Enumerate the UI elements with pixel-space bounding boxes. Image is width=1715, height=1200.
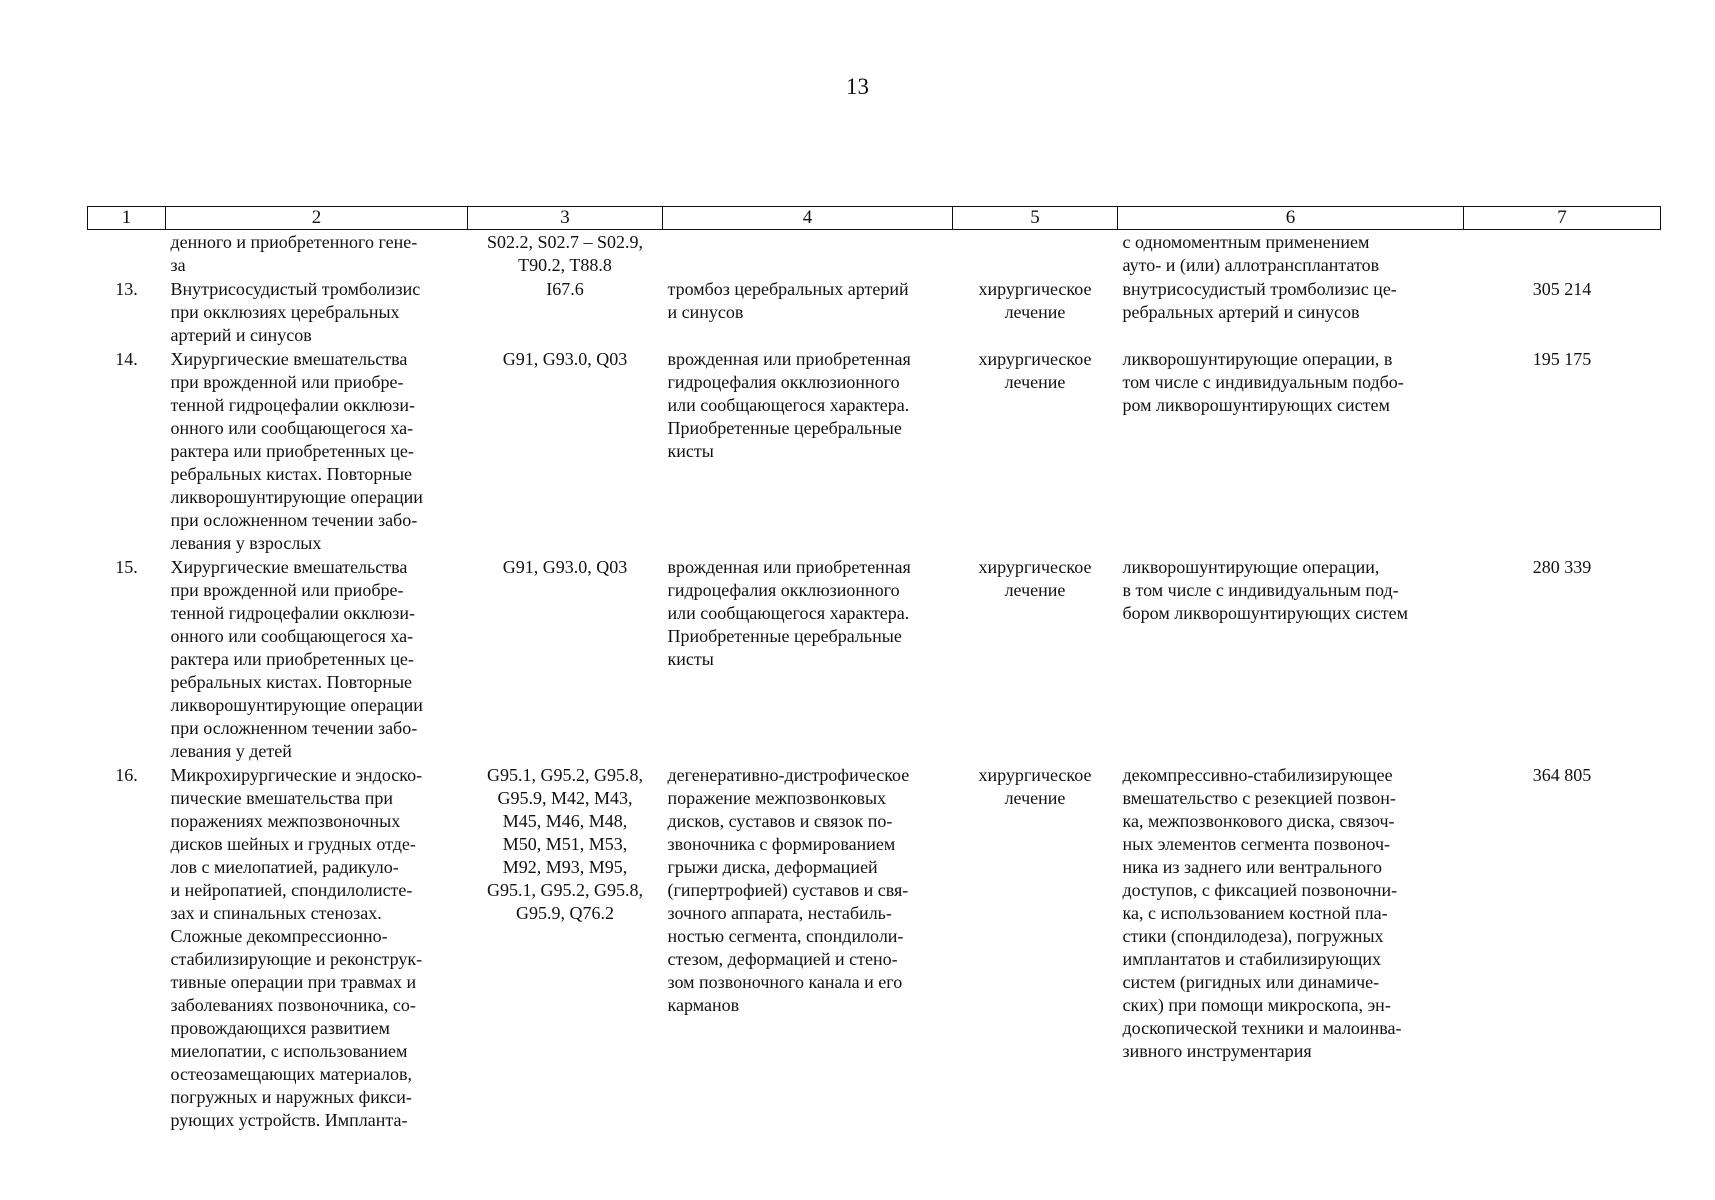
icd-codes-cell [468,347,663,555]
cost-value-cell [1464,763,1661,1132]
column-header-6: 6 [1118,207,1464,230]
row-number-cell [88,347,166,555]
diagnosis-cell [663,555,953,763]
cost-value: 305 214 [1532,279,1592,299]
diagnosis: тромбоз церебральных артерий и синусов [667,279,909,322]
treatment-method: ликворошунтирующие операции, в том числе с индивидуальным подбо- ром ликворошунтирующих систем [1122,349,1404,415]
cost-value: 280 339 [1532,557,1592,577]
service-name: Микрохирургические и эндоско- пические вмешательства при поражениях межпозвоночных дисков шейных и грудных отде- лов с миелопатией, радикуло- и нейропатией, спондилолисте- зах и спинальных стенозах. Сложные декомпрессионно- стабилизирующие и реконструк- тивные операции при травмах и заболеваниях позвоночника, со- провождающихся развитием миелопатии, с использованием остеозамещающих материалов, погружных и наружных фикси- рующих устройств. Импланта- [170,765,423,1130]
row-number-cell [88,230,166,278]
page-number: 13 [846,74,869,99]
icd-codes: G91, G93.0, Q03 [502,557,628,577]
cost-value: 364 805 [1532,765,1592,785]
treatment-method-cell [1118,347,1464,555]
icd-codes: S02.2, S02.7 – S02.9, T90.2, T88.8 [486,232,644,275]
diagnosis: врожденная или приобретенная гидроцефалия окклюзионного или сообщающегося характера. Приобретенные церебральные кисты [667,349,911,461]
service-name: Хирургические вмешательства при врожденной или приобре- тенной гидроцефалии окклюзи- онного или сообщающегося ха- рактера или приобретенных це- ребральных кистах. Повторные ликворошунтирующие операции при осложненном течении забо- левания у взрослых [170,349,423,553]
row-number: 15. [115,557,138,577]
row-number: 13. [115,279,138,299]
icd-codes-cell [468,763,663,1132]
column-header-5: 5 [953,207,1118,230]
treatment-method-cell [1118,230,1464,278]
treatment-type: хирургическое лечение [978,349,1092,392]
service-name-cell [166,763,468,1132]
service-name: денного и приобретенного гене- за [170,232,418,275]
treatment-type: хирургическое лечение [978,765,1092,808]
icd-codes: G91, G93.0, Q03 [502,349,628,369]
cost-value: 195 175 [1532,349,1592,369]
treatment-type-cell [953,763,1118,1132]
treatment-method: с одномоментным применением ауто- и (или) аллотрансплантатов [1122,232,1380,275]
diagnosis: дегенеративно-дистрофическое поражение межпозвонковых дисков, суставов и связок по- звоночника с формированием грыжи диска, деформацией (гипертрофией) суставов и свя- зочного аппарата, нестабиль- ностью сегмента, спондилоли- стезом, деформацией и стено- зом позвоночного канала и его карманов [667,765,910,1015]
treatment-type-cell [953,347,1118,555]
service-name-cell [166,230,468,278]
treatment-type-cell [953,230,1118,278]
treatment-type-cell [953,277,1118,347]
cost-value-cell [1464,230,1661,278]
table-row [88,277,1661,347]
row-number-cell [88,277,166,347]
diagnosis-cell [663,347,953,555]
column-header-4: 4 [663,207,953,230]
icd-codes: G95.1, G95.2, G95.8, G95.9, M42, M43, M45, M46, M48, M50, M51, M53, M92, M93, M95, G95.1, G95.2, G95.8, G95.9, Q76.2 [487,765,643,923]
table-row [88,555,1661,763]
service-name: Внутрисосудистый тромболизис при окклюзиях церебральных артерий и синусов [170,279,421,345]
treatment-method-cell [1118,555,1464,763]
diagnosis: врожденная или приобретенная гидроцефалия окклюзионного или сообщающегося характера. Приобретенные церебральные кисты [667,557,911,669]
service-name-cell [166,555,468,763]
cost-value-cell [1464,347,1661,555]
row-number-cell [88,555,166,763]
icd-codes-cell [468,277,663,347]
services-table [87,206,1661,1132]
cost-value-cell [1464,277,1661,347]
treatment-method: ликворошунтирующие операции, в том числе с индивидуальным под- бором ликворошунтирующих систем [1122,557,1408,623]
table-row [88,763,1661,1132]
icd-codes-cell [468,555,663,763]
treatment-method: декомпрессивно-стабилизирующее вмешательство с резекцией позвон- ка, межпозвонкового диска, связоч- ных элементов сегмента позвоноч- ника из заднего или вентрального доступов, с фиксацией позвоночни- ка, с использованием костной пла- стики (спондилодеза), погружных имплантатов и стабилизирующих систем (ригидных или динамиче- ских) при помощи микроскопа, эн- доскопической техники и малоинва- зивного инструментария [1122,765,1402,1061]
row-number: 14. [115,349,138,369]
diagnosis-cell [663,763,953,1132]
treatment-method-cell [1118,763,1464,1132]
service-name-cell [166,277,468,347]
diagnosis-cell [663,277,953,347]
row-number-cell [88,763,166,1132]
table-row [88,230,1661,278]
service-name: Хирургические вмешательства при врожденной или приобре- тенной гидроцефалии окклюзи- онного или сообщающегося ха- рактера или приобретенных це- ребральных кистах. Повторные ликворошунтирующие операции при осложненном течении забо- левания у детей [170,557,423,761]
treatment-method-cell [1118,277,1464,347]
row-number: 16. [115,765,138,785]
column-header-7: 7 [1464,207,1661,230]
table-row [88,347,1661,555]
diagnosis-cell [663,230,953,278]
icd-codes-cell [468,230,663,278]
column-header-2: 2 [166,207,468,230]
treatment-method: внутрисосудистый тромболизис це- ребральных артерий и синусов [1122,279,1397,322]
column-number-header-row [88,207,1661,230]
cost-value-cell [1464,555,1661,763]
column-header-1: 1 [88,207,166,230]
icd-codes: I67.6 [546,279,584,299]
treatment-type-cell [953,555,1118,763]
service-name-cell [166,347,468,555]
treatment-type: хирургическое лечение [978,279,1092,322]
column-header-3: 3 [468,207,663,230]
table-body [88,230,1661,1133]
treatment-type: хирургическое лечение [978,557,1092,600]
